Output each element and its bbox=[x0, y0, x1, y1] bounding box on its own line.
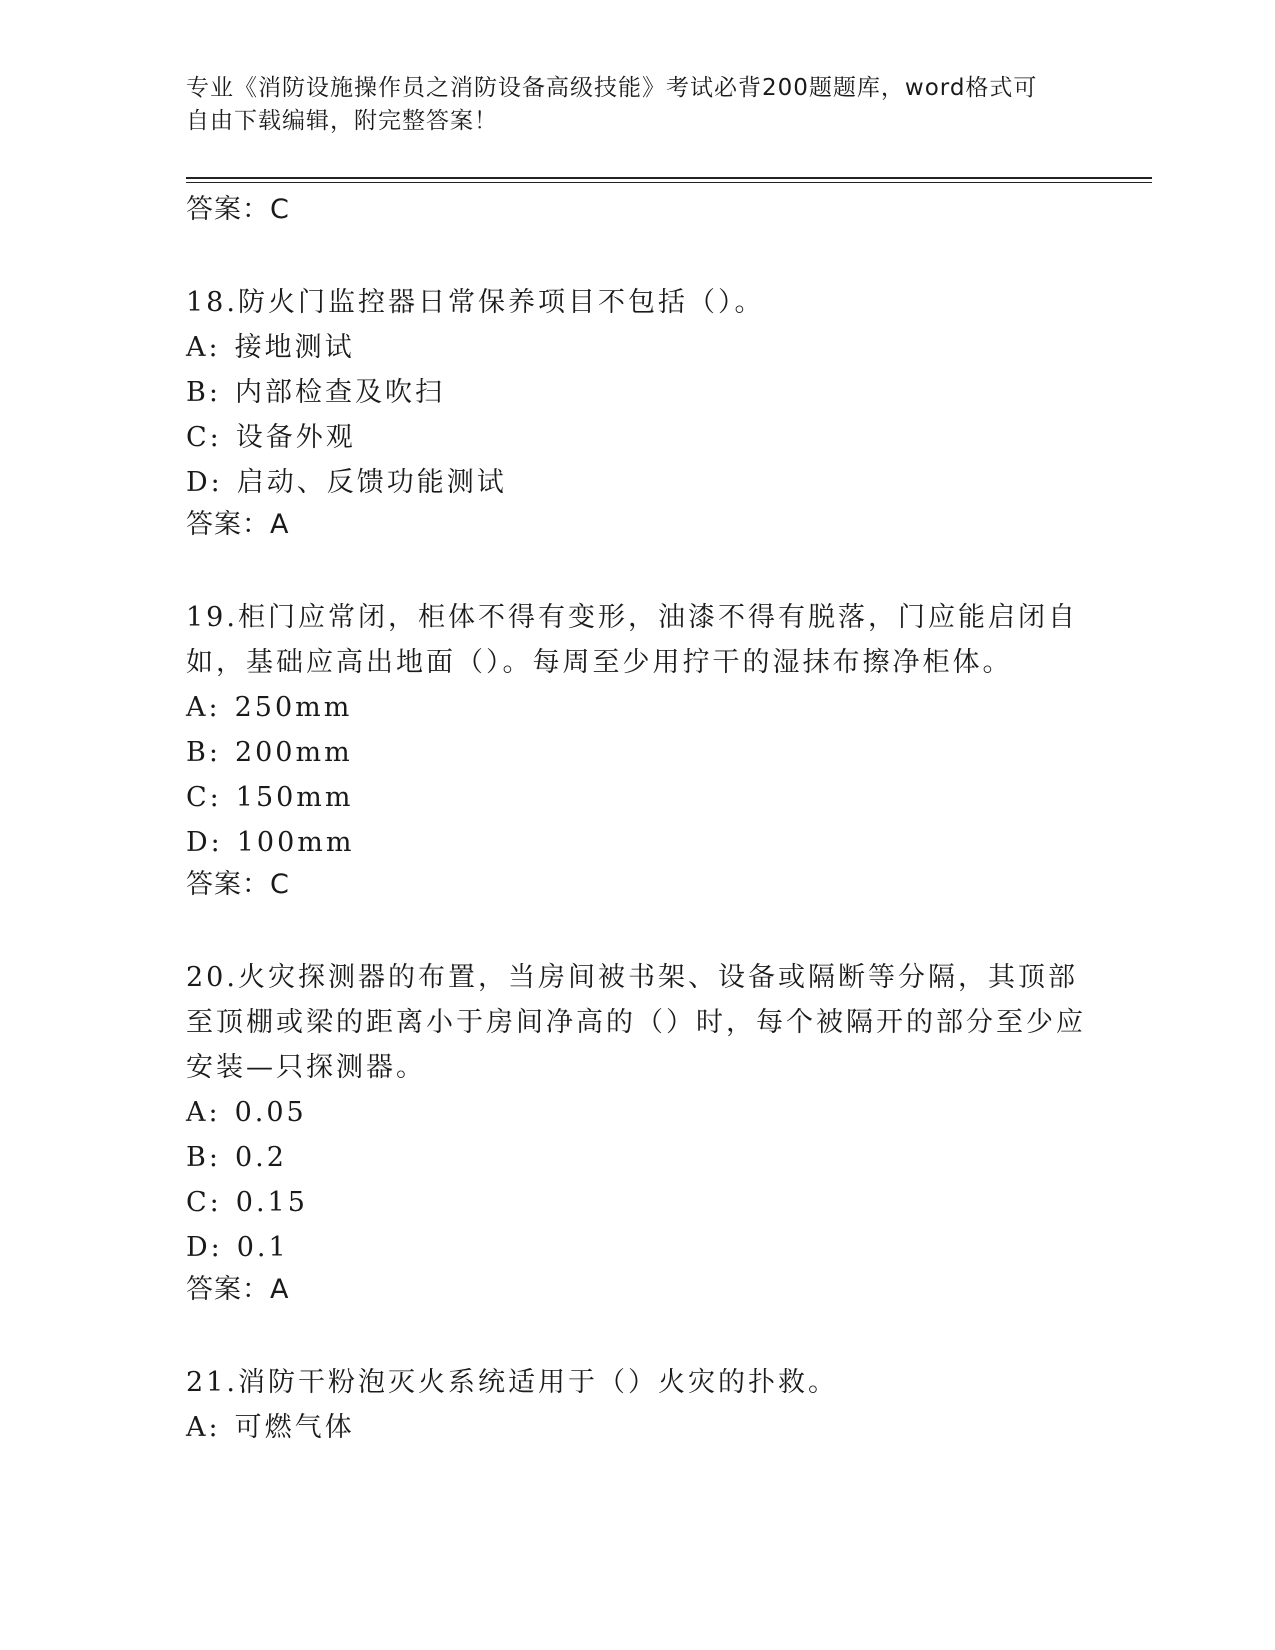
option-key: A: bbox=[186, 1412, 221, 1443]
option-key: D: bbox=[186, 1232, 223, 1263]
option-key: D: bbox=[186, 827, 223, 858]
option-text: 200mm bbox=[234, 737, 353, 768]
option-text: 0.2 bbox=[234, 1142, 287, 1173]
question-item bbox=[186, 595, 1086, 905]
option-text: 启动、反馈功能测试 bbox=[236, 467, 507, 498]
option-key: A: bbox=[186, 1097, 221, 1128]
option-key: A: bbox=[186, 332, 221, 363]
option-key: D: bbox=[186, 467, 223, 498]
option-key: B: bbox=[186, 377, 221, 408]
option-b bbox=[186, 370, 1086, 415]
question-stem: 18.防火门监控器日常保养项目不包括（）。 bbox=[186, 287, 765, 318]
question-stem: 20.火灾探测器的布置，当房间被书架、设备或隔断等分隔，其顶部至顶棚或梁的距离小于房间净高的（）时，每个被隔开的部分至少应安装—只探测器。 bbox=[186, 962, 1086, 1083]
option-key: C: bbox=[186, 1187, 222, 1218]
question-stem: 19.柜门应常闭，柜体不得有变形，油漆不得有脱落，门应能启闭自如，基础应高出地面（）。每周至少用拧干的湿抹布擦净柜体。 bbox=[186, 602, 1078, 678]
option-c bbox=[186, 775, 1086, 820]
option-a bbox=[186, 685, 1086, 730]
option-d bbox=[186, 1225, 1086, 1270]
option-text: 250mm bbox=[234, 692, 353, 723]
question-item bbox=[186, 955, 1086, 1310]
option-key: C: bbox=[186, 782, 222, 813]
option-a bbox=[186, 1405, 1086, 1450]
option-key: C: bbox=[186, 422, 222, 453]
question-list bbox=[186, 190, 1086, 1450]
document-header bbox=[186, 72, 1066, 138]
option-text: 100mm bbox=[236, 827, 355, 858]
option-text: 150mm bbox=[235, 782, 354, 813]
answer-line: 答案：C bbox=[186, 194, 290, 225]
answer-line: 答案：A bbox=[186, 1274, 290, 1305]
option-d bbox=[186, 460, 1086, 505]
question-stem: 21.消防干粉泡灭火系统适用于（）火灾的扑救。 bbox=[186, 1367, 838, 1398]
question-item bbox=[186, 280, 1086, 545]
header-divider-thin bbox=[186, 182, 1152, 183]
option-a bbox=[186, 1090, 1086, 1135]
option-key: B: bbox=[186, 1142, 221, 1173]
header-divider bbox=[186, 177, 1152, 179]
option-key: B: bbox=[186, 737, 221, 768]
option-text: 0.1 bbox=[236, 1232, 289, 1263]
answer-line: 答案：C bbox=[186, 869, 290, 900]
option-text: 接地测试 bbox=[234, 332, 355, 363]
answer-line: 答案：A bbox=[186, 509, 290, 540]
option-text: 0.15 bbox=[235, 1187, 308, 1218]
option-a bbox=[186, 325, 1086, 370]
option-text: 设备外观 bbox=[235, 422, 356, 453]
option-key: A: bbox=[186, 692, 221, 723]
option-c bbox=[186, 415, 1086, 460]
option-text: 可燃气体 bbox=[234, 1412, 355, 1443]
option-text: 内部检查及吹扫 bbox=[234, 377, 445, 408]
option-d bbox=[186, 820, 1086, 865]
option-text: 0.05 bbox=[234, 1097, 307, 1128]
option-c bbox=[186, 1180, 1086, 1225]
header-line-1: 专业《消防设施操作员之消防设备高级技能》考试必背200题题库，word格式可 bbox=[186, 75, 1038, 101]
option-b bbox=[186, 730, 1086, 775]
option-b bbox=[186, 1135, 1086, 1180]
header-line-2: 自由下载编辑，附完整答案！ bbox=[186, 108, 498, 134]
question-item bbox=[186, 1360, 1086, 1450]
